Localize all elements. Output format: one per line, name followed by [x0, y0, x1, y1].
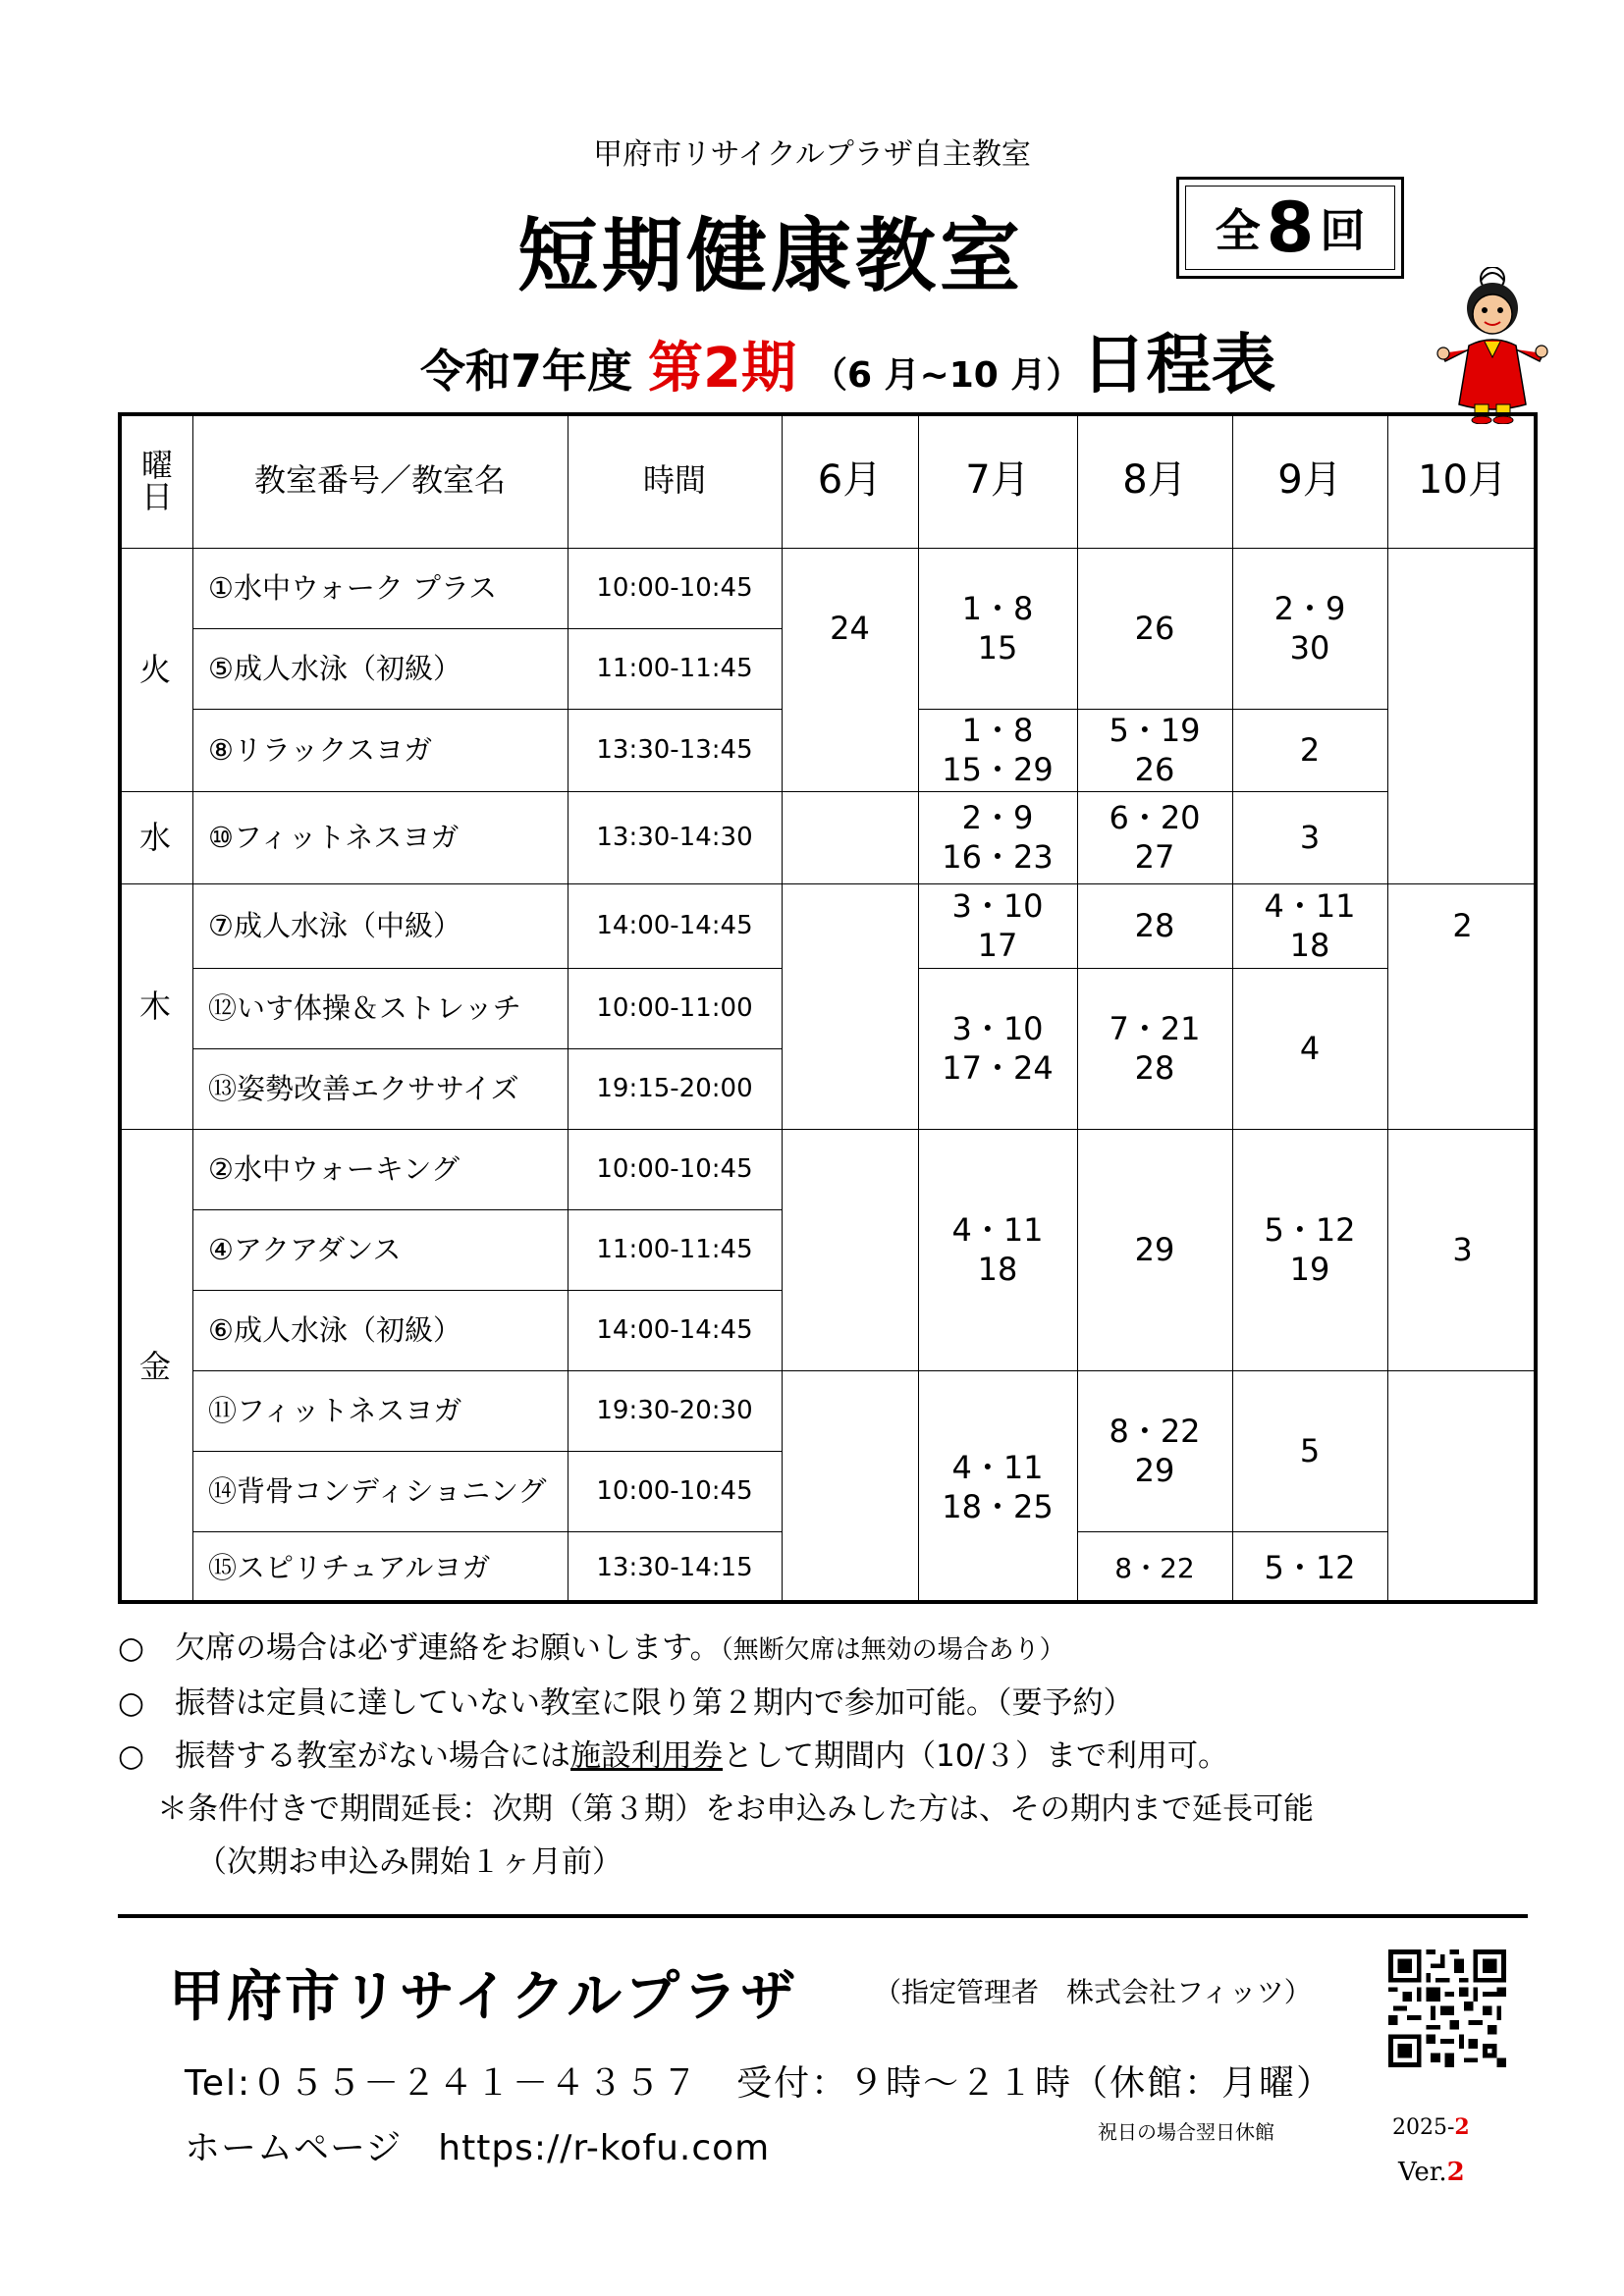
table-row-name: ⑮スピリチュアルヨガ	[208, 1550, 491, 1584]
note-item: ＊条件付きで期間延長：次期（第３期）をお申込みした方は、その期内まで延長可能	[157, 1791, 1314, 1827]
term-months: （6 月~10 月）	[812, 355, 1082, 396]
table-row-name: ②水中ウォーキング	[208, 1151, 460, 1186]
date-cell: 5・12 19	[1264, 1211, 1356, 1288]
header-month-jun: 6月	[817, 457, 883, 503]
date-cell: 24	[830, 610, 870, 647]
table-row-name: ⑦成人水泳（中級）	[208, 908, 461, 942]
sessions-count: 8	[1266, 187, 1315, 268]
header-subtitle: 甲府市リサイクルプラザ自主教室	[593, 137, 1031, 172]
version-date: 2025-2	[1392, 2114, 1470, 2140]
table-row-name: ⑧リラックスヨガ	[208, 732, 433, 767]
term-label: 第2期	[648, 337, 796, 400]
date-cell: 29	[1134, 1231, 1175, 1268]
table-row-name: ⑪フィットネスヨガ	[208, 1393, 462, 1427]
table-row-name: ①水中ウォーク プラス	[208, 570, 498, 605]
day-thursday: 木	[138, 988, 171, 1025]
table-row-time: 11:00-11:45	[596, 1234, 753, 1264]
page-title: 短期健康教室	[517, 210, 1025, 303]
date-cell: 7・21 28	[1109, 1010, 1201, 1087]
org-manager: （指定管理者 株式会社フィッツ）	[874, 1976, 1312, 2008]
table-row-name: ⑩フィットネスヨガ	[208, 820, 460, 854]
header-classroom: 教室番号／教室名	[253, 461, 506, 499]
date-cell: 1・8 15・29	[942, 712, 1054, 788]
table-row-name: ⑥成人水泳（初級）	[208, 1312, 461, 1347]
mascot-character-icon	[1435, 267, 1549, 424]
date-cell: 5・19 26	[1109, 712, 1201, 788]
contact-info: Tel:０５５－２４１－４３５７ 受付：９時～２１時（休館：月曜）	[185, 2063, 1334, 2104]
header-month-jul: 7月	[965, 457, 1030, 503]
date-cell: 3	[1299, 819, 1321, 856]
footer-divider	[118, 1914, 1528, 1918]
table-row-time: 11:00-11:45	[596, 653, 753, 683]
org-name: 甲府市リサイクルプラザ	[169, 1965, 799, 2029]
date-cell: 2	[1452, 907, 1473, 944]
table-row-name: ⑬姿勢改善エクササイズ	[208, 1071, 519, 1105]
holiday-note: 祝日の場合翌日休館	[1098, 2120, 1274, 2144]
date-cell: 26	[1134, 610, 1175, 647]
header-month-oct: 10月	[1418, 457, 1507, 503]
table-row-time: 13:30-14:30	[596, 822, 753, 852]
date-cell: 2・9 16・23	[942, 799, 1054, 876]
header-month-aug: 8月	[1122, 457, 1187, 503]
table-row-time: 10:00-10:45	[596, 572, 753, 603]
date-cell: 2	[1299, 731, 1321, 769]
date-cell: 5	[1299, 1432, 1321, 1469]
table-row-time: 13:30-13:45	[596, 734, 753, 765]
sessions-prefix: 全	[1215, 204, 1261, 257]
schedule-word: 日程表	[1081, 327, 1276, 402]
table-row-time: 14:00-14:45	[596, 910, 753, 940]
date-cell: 3	[1452, 1231, 1473, 1268]
table-row-time: 19:30-20:30	[596, 1395, 753, 1425]
note-item: ○ 欠席の場合は必ず連絡をお願いします。（無断欠席は無効の場合あり）	[118, 1630, 1065, 1666]
table-row-time: 10:00-10:45	[596, 1153, 753, 1184]
homepage-link[interactable]: ホームページ https://r-kofu.com	[185, 2128, 771, 2168]
fiscal-year: 令和7年度	[420, 345, 633, 398]
table-row-name: ⑭背骨コンディショニング	[208, 1473, 547, 1508]
version-label: Ver.2	[1398, 2158, 1465, 2187]
date-cell: 4・11 18	[1264, 887, 1356, 964]
table-row-time: 10:00-11:00	[596, 992, 753, 1023]
header-day: 曜日	[136, 449, 174, 511]
table-row-name: ⑫いす体操＆ストレッチ	[208, 990, 521, 1025]
date-cell: 5・12	[1264, 1549, 1356, 1586]
table-row-time: 19:15-20:00	[596, 1073, 753, 1103]
date-cell: 28	[1134, 907, 1175, 944]
note-item: ○ 振替する教室がない場合には施設利用券として期間内（10/３）まで利用可。	[118, 1738, 1228, 1774]
date-cell: 4	[1299, 1030, 1321, 1067]
sessions-suffix: 回	[1320, 204, 1366, 257]
schedule-heading	[420, 312, 1275, 405]
date-cell: 3・10 17・24	[942, 1010, 1054, 1087]
table-row-time: 10:00-10:45	[596, 1475, 753, 1506]
date-cell: 4・11 18	[951, 1211, 1044, 1288]
day-wednesday: 水	[138, 819, 171, 856]
date-cell: 2・9 30	[1273, 590, 1346, 667]
table-row-name: ⑤成人水泳（初級）	[208, 651, 461, 685]
date-cell: 3・10 17	[951, 887, 1044, 964]
date-cell: 8・22 29	[1109, 1413, 1201, 1489]
sessions-count-box	[1176, 177, 1404, 279]
table-row-name: ④アクアダンス	[208, 1232, 402, 1266]
date-cell: 8・22	[1114, 1551, 1195, 1584]
qr-code-icon[interactable]	[1388, 1949, 1506, 2067]
day-tuesday: 火	[138, 651, 171, 688]
note-item: （次期お申込み開始１ヶ月前）	[196, 1844, 623, 1880]
day-friday: 金	[138, 1348, 171, 1385]
table-row-time: 13:30-14:15	[596, 1552, 753, 1582]
table-row-time: 14:00-14:45	[596, 1314, 753, 1345]
notes-section	[118, 1622, 1512, 1889]
date-cell: 4・11 18・25	[942, 1449, 1054, 1525]
header-time: 時間	[642, 461, 706, 499]
header-month-sep: 9月	[1277, 457, 1342, 503]
date-cell: 1・8 15	[961, 590, 1034, 667]
date-cell: 6・20 27	[1109, 799, 1201, 876]
note-item: ○ 振替は定員に達していない教室に限り第２期内で参加可能。（要予約）	[118, 1685, 1134, 1721]
schedule-table	[118, 412, 1538, 1604]
